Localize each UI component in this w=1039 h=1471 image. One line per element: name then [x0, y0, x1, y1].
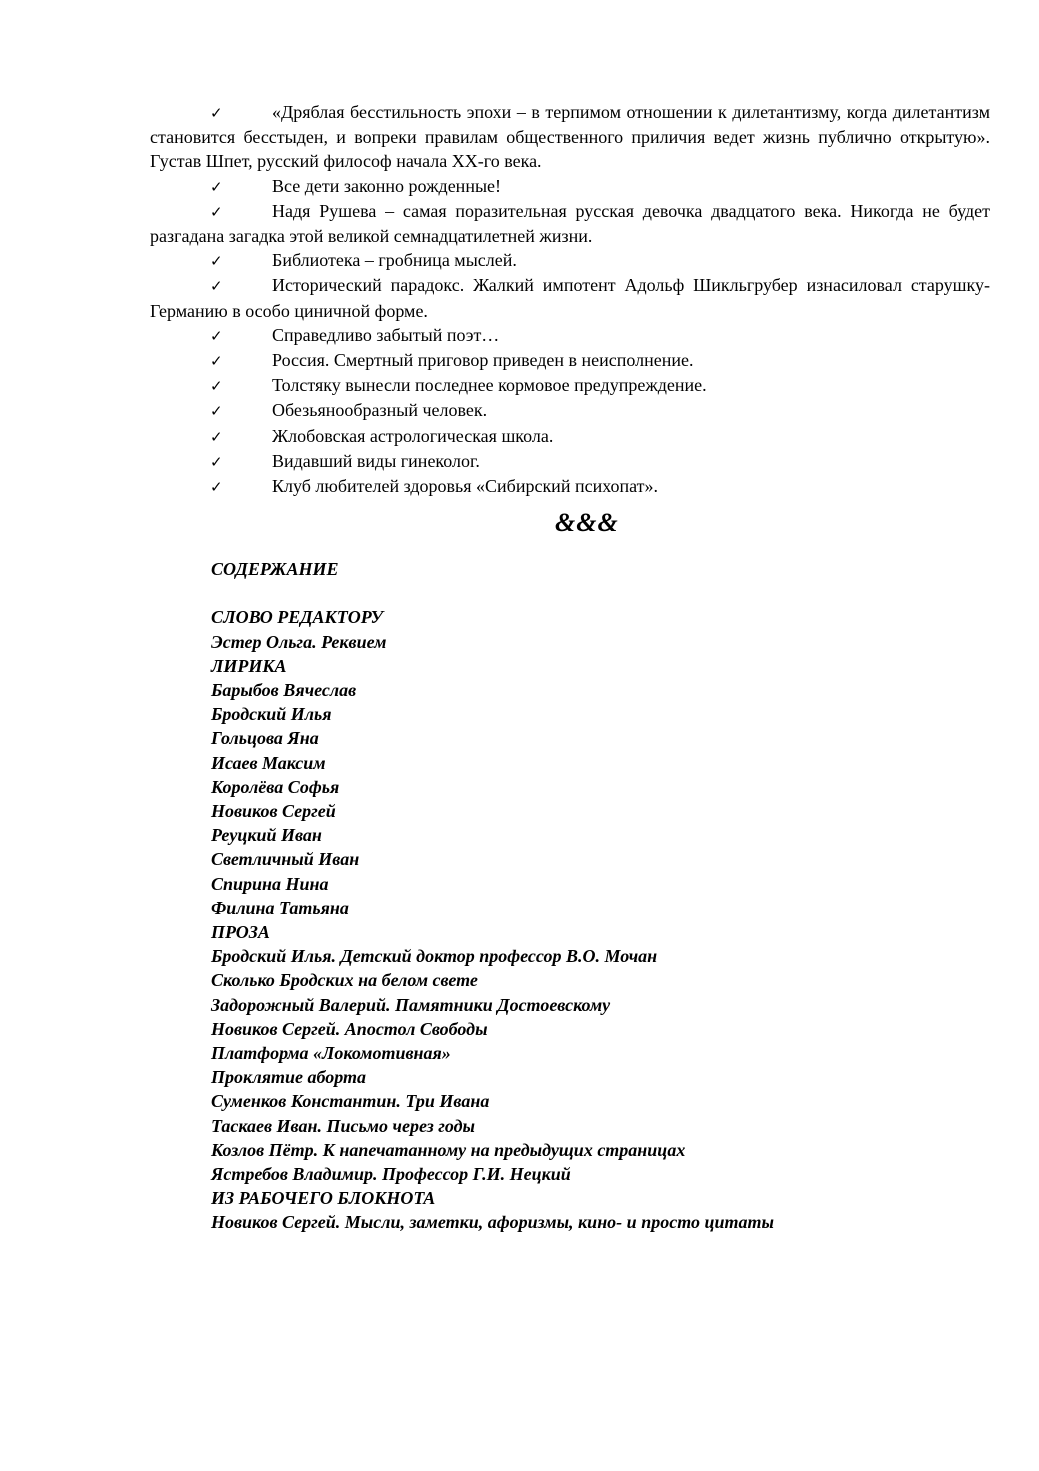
toc-list — [211, 605, 971, 1234]
toc-entry: Бродский Илья. Детский доктор профессор В.О. Мочан — [211, 946, 658, 967]
toc-entry: Таскаев Иван. Письмо через годы — [211, 1115, 476, 1136]
checkmark-icon: ✓ — [210, 427, 223, 446]
checkmark-icon: ✓ — [210, 452, 223, 471]
checkmark-icon: ✓ — [210, 202, 223, 221]
list-item-text: Все дети законно рожденные! — [272, 175, 502, 196]
toc-entry: Гольцова Яна — [211, 728, 319, 749]
list-item-text: «Дряблая бесстильность эпохи – в терпимом отношении к дилетантизму, когда дилетантизм становится бесстыден, и вопреки правилам общественного приличия ведет жизнь публично открытую». Густав Шпет, русский философ начала XX-го века. — [150, 102, 990, 172]
list-item — [150, 424, 990, 449]
checkmark-icon: ✓ — [210, 177, 223, 196]
list-item — [150, 174, 990, 199]
toc-entry: Спирина Нина — [211, 873, 329, 894]
table-of-contents — [211, 557, 971, 1235]
toc-entry: Козлов Пётр. К напечатанному на предыдущих страницах — [211, 1139, 686, 1160]
list-item — [150, 199, 990, 248]
toc-section-heading: СЛОВО РЕДАКТОРУ — [211, 607, 383, 628]
toc-entry: Реуцкий Иван — [211, 825, 322, 846]
list-item-text: Россия. Смертный приговор приведен в неисполнение. — [272, 350, 694, 371]
aphorism-list — [150, 100, 990, 499]
list-item — [150, 100, 990, 174]
toc-entry: Задорожный Валерий. Памятники Достоевскому — [211, 994, 611, 1015]
toc-entry: Новиков Сергей. Мысли, заметки, афоризмы, кино- и просто цитаты — [211, 1212, 774, 1233]
toc-entry: Новиков Сергей — [211, 801, 336, 822]
checkmark-icon: ✓ — [210, 104, 223, 122]
list-item — [150, 323, 990, 348]
toc-entry: Королёва Софья — [211, 776, 340, 797]
toc-entry: Эстер Ольга. Реквием — [211, 631, 387, 652]
checkmark-icon: ✓ — [210, 377, 223, 396]
toc-title: СОДЕРЖАНИЕ — [211, 559, 339, 579]
list-item-text: Видавший виды гинеколог. — [272, 450, 480, 471]
list-item — [150, 248, 990, 273]
list-item-text: Исторический парадокс. Жалкий импотент Адольф Шикльгрубер изнасиловал старушку-Германию в особо циничной форме. — [150, 275, 990, 321]
list-item — [150, 273, 990, 322]
list-item-text: Жлобовская астрологическая школа. — [272, 425, 554, 446]
list-item — [150, 449, 990, 474]
list-item — [150, 373, 990, 398]
toc-entry: Светличный Иван — [211, 849, 360, 870]
checkmark-icon: ✓ — [210, 326, 223, 345]
checkmark-icon: ✓ — [210, 402, 223, 421]
toc-entry: Бродский Илья — [211, 704, 332, 725]
toc-entry: Филина Татьяна — [211, 897, 349, 918]
toc-section-heading: ПРОЗА — [211, 922, 270, 943]
toc-entry: Суменков Константин. Три Ивана — [211, 1091, 490, 1112]
checkmark-icon: ✓ — [210, 252, 223, 271]
toc-entry: Проклятие аборта — [211, 1067, 367, 1088]
checkmark-icon: ✓ — [210, 277, 223, 296]
checkmark-icon: ✓ — [210, 352, 223, 371]
toc-section-heading: ЛИРИКА — [211, 655, 287, 676]
list-item — [150, 474, 990, 499]
checkmark-icon: ✓ — [210, 478, 223, 497]
list-item-text: Обезьянообразный человек. — [272, 400, 488, 421]
toc-entry: Ястребов Владимир. Профессор Г.И. Нецкий — [211, 1164, 571, 1185]
toc-entry: Сколько Бродских на белом свете — [211, 970, 478, 991]
list-item — [150, 348, 990, 373]
list-item — [150, 398, 990, 423]
list-item-text: Клуб любителей здоровья «Сибирский психопат». — [272, 476, 659, 497]
toc-entry: Платформа «Локомотивная» — [211, 1043, 451, 1064]
toc-entry: Барыбов Вячеслав — [211, 680, 357, 700]
list-item-text: Толстяку вынесли последнее кормовое предупреждение. — [272, 375, 707, 396]
toc-entry: Новиков Сергей. Апостол Свободы — [211, 1018, 488, 1039]
section-divider-ornament: &&& — [555, 508, 619, 537]
toc-section-heading: ИЗ РАБОЧЕГО БЛОКНОТА — [211, 1188, 436, 1209]
list-item-text: Справедливо забытый поэт… — [272, 324, 500, 345]
list-item-text: Библиотека – гробница мыслей. — [272, 250, 517, 271]
toc-entry: Исаев Максим — [211, 752, 326, 773]
list-item-text: Надя Рушева – самая поразительная русская девочка двадцатого века. Никогда не будет разгадана загадка этой великой семнадцатилетней жизни. — [150, 200, 990, 247]
